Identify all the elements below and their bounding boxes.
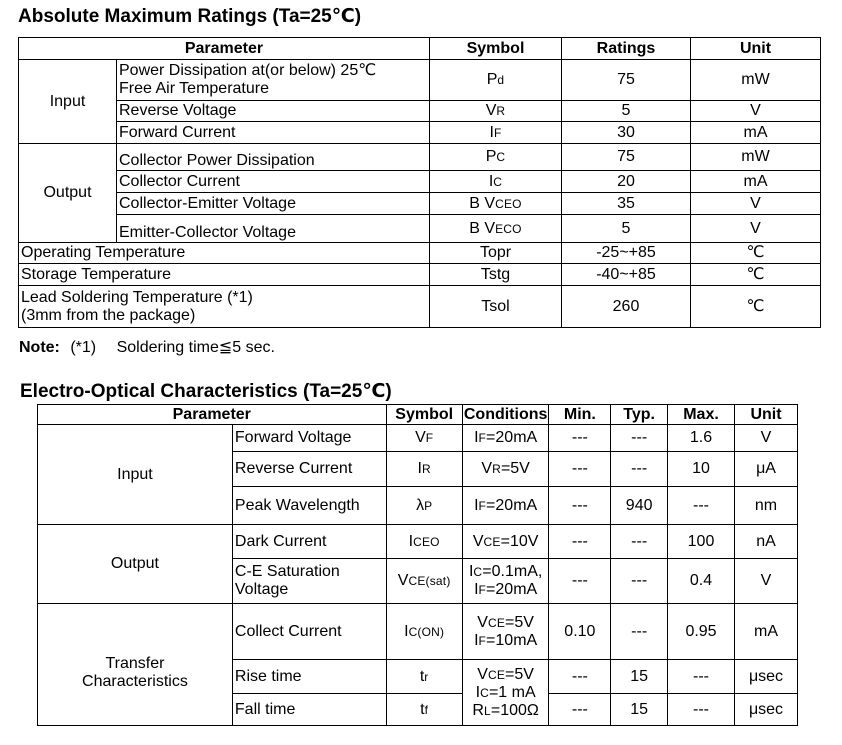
eoc-param: Collect Current xyxy=(232,604,386,660)
eoc-unit: mA xyxy=(735,604,798,660)
amr-group-input: Input xyxy=(19,60,117,144)
eoc-condition: IC=0.1mA, IF=20mA xyxy=(462,559,549,604)
eoc-header-unit: Unit xyxy=(735,405,798,425)
eoc-header-typ: Typ. xyxy=(611,405,668,425)
note-label: Note: xyxy=(19,339,60,356)
eoc-typ: --- xyxy=(611,525,668,559)
amr-param: Storage Temperature xyxy=(19,264,430,286)
amr-unit: ℃ xyxy=(691,264,821,286)
eoc-symbol: tf xyxy=(386,694,462,726)
amr-param: Reverse Voltage xyxy=(117,101,430,122)
eoc-typ: --- xyxy=(611,452,668,487)
amr-symbol: IF xyxy=(430,122,562,144)
eoc-param: C-E Saturation Voltage xyxy=(232,559,386,604)
eoc-typ: --- xyxy=(611,559,668,604)
amr-symbol: IC xyxy=(430,171,562,193)
amr-unit: V xyxy=(691,193,821,215)
eoc-min: --- xyxy=(549,660,611,694)
eoc-header-parameter: Parameter xyxy=(38,405,387,425)
amr-symbol: Tstg xyxy=(430,264,562,286)
eoc-param: Fall time xyxy=(232,694,386,726)
eoc-typ: 940 xyxy=(611,487,668,525)
eoc-unit: V xyxy=(735,559,798,604)
eoc-row-icon xyxy=(38,604,798,660)
amr-table xyxy=(18,37,821,328)
note-text: Soldering time≦5 sec. xyxy=(116,339,275,356)
eoc-typ: 15 xyxy=(611,694,668,726)
eoc-symbol: VCE(sat) xyxy=(386,559,462,604)
eoc-unit: μsec xyxy=(735,660,798,694)
amr-row-bveco xyxy=(19,215,821,243)
amr-header-ratings: Ratings xyxy=(562,38,691,60)
eoc-symbol: IR xyxy=(386,452,462,487)
eoc-symbol: λP xyxy=(386,487,462,525)
amr-row-pd xyxy=(19,60,821,101)
amr-header-unit: Unit xyxy=(691,38,821,60)
amr-symbol: Tsol xyxy=(430,286,562,328)
eoc-row-vf xyxy=(38,425,798,452)
amr-rating: 30 xyxy=(562,122,691,144)
amr-row-vr xyxy=(19,101,821,122)
amr-unit: ℃ xyxy=(691,286,821,328)
amr-unit: V xyxy=(691,215,821,243)
amr-symbol: PC xyxy=(430,144,562,171)
eoc-max: --- xyxy=(668,660,735,694)
amr-unit: ℃ xyxy=(691,243,821,264)
eoc-typ: --- xyxy=(611,604,668,660)
eoc-typ: --- xyxy=(611,425,668,452)
amr-unit: mA xyxy=(691,171,821,193)
amr-row-tstg xyxy=(19,264,821,286)
amr-symbol: B VCEO xyxy=(430,193,562,215)
eoc-symbol: tr xyxy=(386,660,462,694)
amr-rating: 5 xyxy=(562,215,691,243)
eoc-max: 0.4 xyxy=(668,559,735,604)
amr-row-topr xyxy=(19,243,821,264)
amr-group-output: Output xyxy=(19,144,117,243)
eoc-table xyxy=(37,404,798,726)
amr-rating: 260 xyxy=(562,286,691,328)
amr-rating: -25~+85 xyxy=(562,243,691,264)
amr-rating: 5 xyxy=(562,101,691,122)
eoc-row-iceo xyxy=(38,525,798,559)
eoc-header-min: Min. xyxy=(549,405,611,425)
eoc-min: --- xyxy=(549,694,611,726)
eoc-min: --- xyxy=(549,487,611,525)
eoc-max: 1.6 xyxy=(668,425,735,452)
eoc-min: --- xyxy=(549,559,611,604)
amr-unit: mW xyxy=(691,144,821,171)
eoc-min: 0.10 xyxy=(549,604,611,660)
eoc-unit: μA xyxy=(735,452,798,487)
amr-symbol: VR xyxy=(430,101,562,122)
eoc-typ: 15 xyxy=(611,660,668,694)
eoc-param: Reverse Current xyxy=(232,452,386,487)
eoc-param: Dark Current xyxy=(232,525,386,559)
eoc-min: --- xyxy=(549,525,611,559)
eoc-header-row xyxy=(38,405,798,425)
eoc-group-transfer: Transfer Characteristics xyxy=(38,604,233,726)
amr-row-tsol xyxy=(19,286,821,328)
eoc-condition-transfer: VCE=5V IC=1 mA RL=100Ω xyxy=(462,660,549,726)
amr-header-symbol: Symbol xyxy=(430,38,562,60)
eoc-header-symbol: Symbol xyxy=(386,405,462,425)
eoc-max: 10 xyxy=(668,452,735,487)
amr-param: Collector-Emitter Voltage xyxy=(117,193,430,215)
amr-row-ic xyxy=(19,171,821,193)
eoc-unit: μsec xyxy=(735,694,798,726)
amr-unit: mA xyxy=(691,122,821,144)
eoc-param: Peak Wavelength xyxy=(232,487,386,525)
eoc-max: --- xyxy=(668,487,735,525)
eoc-condition: VCE=5V IF=10mA xyxy=(462,604,549,660)
eoc-unit: V xyxy=(735,425,798,452)
eoc-symbol: IC(ON) xyxy=(386,604,462,660)
amr-param: Forward Current xyxy=(117,122,430,144)
eoc-title: Electro-Optical Characteristics (Ta=25℃) xyxy=(20,381,392,402)
amr-rating: 75 xyxy=(562,60,691,101)
amr-symbol: Pd xyxy=(430,60,562,101)
eoc-condition: VCE=10V xyxy=(462,525,549,559)
amr-symbol: B VECO xyxy=(430,215,562,243)
eoc-unit: nm xyxy=(735,487,798,525)
amr-title: Absolute Maximum Ratings (Ta=25℃) xyxy=(18,6,362,27)
amr-row-bvceo xyxy=(19,193,821,215)
amr-param: Power Dissipation at(or below) 25℃ Free Air Temperature xyxy=(117,60,430,101)
eoc-group-output: Output xyxy=(38,525,233,604)
eoc-max: 100 xyxy=(668,525,735,559)
eoc-condition: IF=20mA xyxy=(462,425,549,452)
eoc-symbol: VF xyxy=(386,425,462,452)
eoc-symbol: ICEO xyxy=(386,525,462,559)
eoc-min: --- xyxy=(549,425,611,452)
amr-rating: 35 xyxy=(562,193,691,215)
amr-row-if xyxy=(19,122,821,144)
amr-header-parameter: Parameter xyxy=(19,38,430,60)
eoc-param: Rise time xyxy=(232,660,386,694)
amr-param: Collector Power Dissipation xyxy=(117,144,430,171)
eoc-unit: nA xyxy=(735,525,798,559)
eoc-condition: VR=5V xyxy=(462,452,549,487)
amr-symbol: Topr xyxy=(430,243,562,264)
amr-row-pc xyxy=(19,144,821,171)
amr-unit: V xyxy=(691,101,821,122)
eoc-condition: IF=20mA xyxy=(462,487,549,525)
amr-unit: mW xyxy=(691,60,821,101)
eoc-min: --- xyxy=(549,452,611,487)
amr-rating: -40~+85 xyxy=(562,264,691,286)
amr-note xyxy=(19,337,275,357)
note-ref: (*1) xyxy=(70,339,97,356)
amr-rating: 75 xyxy=(562,144,691,171)
amr-param: Collector Current xyxy=(117,171,430,193)
amr-header-row xyxy=(19,38,821,60)
amr-param: Operating Temperature xyxy=(19,243,430,264)
amr-param: Emitter-Collector Voltage xyxy=(117,215,430,243)
eoc-group-input: Input xyxy=(38,425,233,525)
eoc-header-conditions: Conditions xyxy=(463,405,548,423)
eoc-max: --- xyxy=(668,694,735,726)
eoc-param: Forward Voltage xyxy=(232,425,386,452)
amr-rating: 20 xyxy=(562,171,691,193)
eoc-header-max: Max. xyxy=(668,405,735,425)
eoc-max: 0.95 xyxy=(668,604,735,660)
amr-param: Lead Soldering Temperature (*1) (3mm from the package) xyxy=(19,286,430,328)
